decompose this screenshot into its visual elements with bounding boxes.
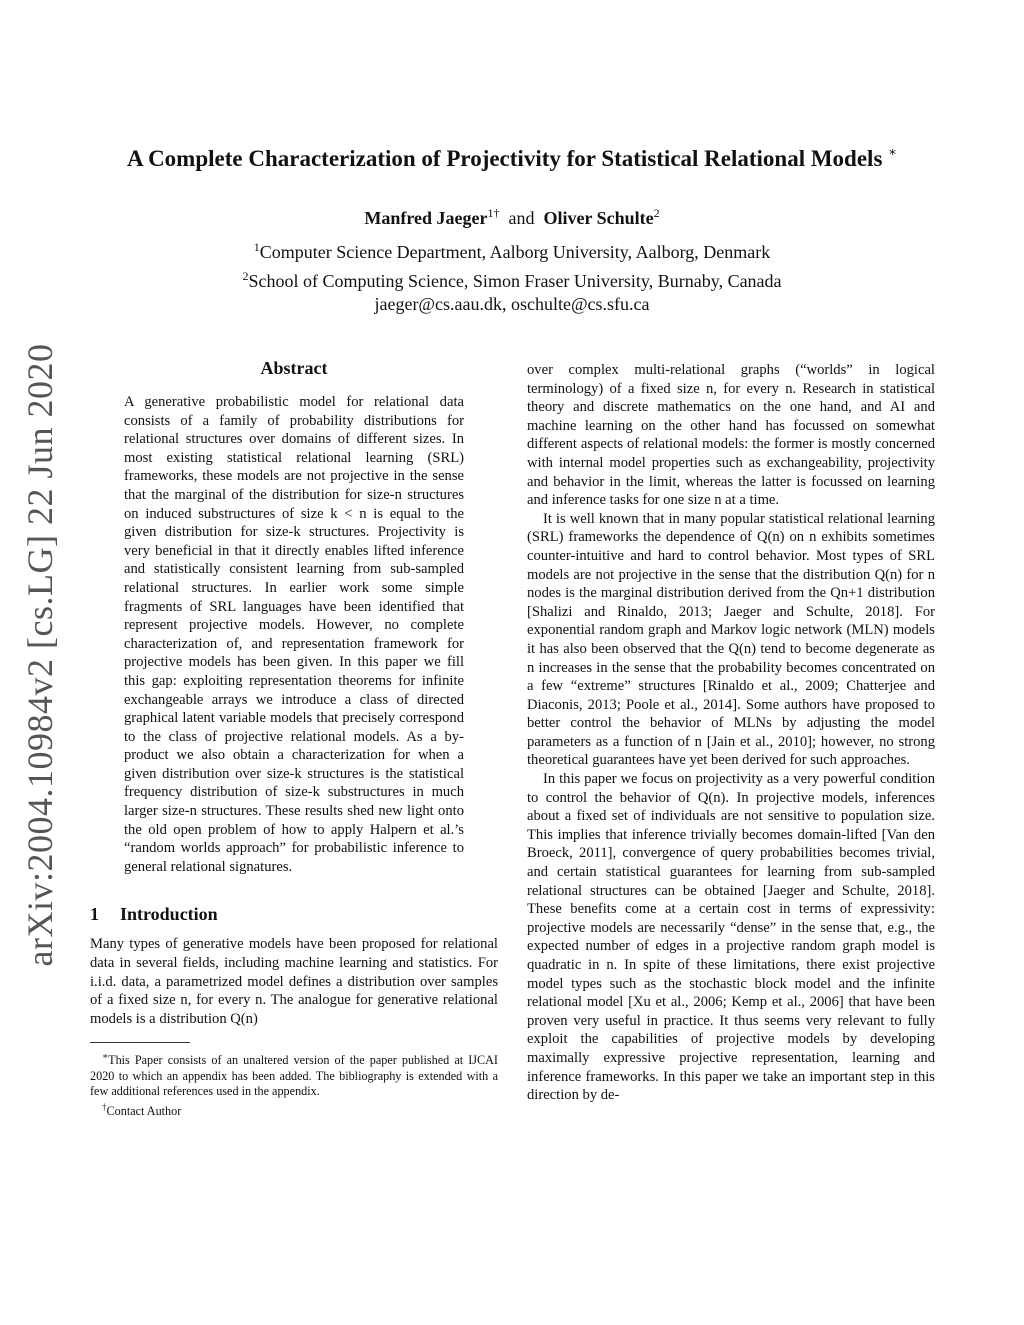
- author-line: [60, 206, 964, 229]
- title-footnote-mark: ∗: [888, 144, 897, 159]
- left-column: [90, 358, 498, 1119]
- footnote-1-text: This Paper consists of an unaltered version of the paper published at IJCAI 2020 to which an appendix has been added. The bibliography is extended with a few additional references used in the appendix.: [90, 1053, 498, 1099]
- affiliation-2: [60, 265, 964, 294]
- author-emails: jaeger@cs.aau.dk, oschulte@cs.sfu.ca: [374, 294, 650, 314]
- intro-paragraph-4: In this paper we focus on projectivity as a very powerful condition to control the behavior of Q(n). In projective models, inferences about a fixed set of individuals are not sensitive to population size. This implies that inference trivially becomes domain-lifted [Van den Broeck, 2011], convergence of query probabilities becomes trivial, and certain statistical guarantees for learning from sub-sampled relational structures can be obtained [Jaeger and Schulte, 2018]. These benefits come at a certain cost in terms of expressivity: projective models are necessarily “dense” in the sense that, e.g., the expected number of edges in a projective random graph model is quadratic in n. In spite of these limitations, there exist projective model types such as the stochastic block model and the infinite relational model [Xu et al., 2006; Kemp et al., 2006] that have been proven very useful in practice. It thus seems very relevant to fully exploit the capabilities of projective models by developing maximally expressive projective representation, learning and inference frameworks. In this paper we take an important step in this direction by de-: [527, 771, 935, 1104]
- footnote-2-text: Contact Author: [106, 1103, 182, 1118]
- author-1-name: Manfred Jaeger: [364, 208, 488, 228]
- author-conjunction: and: [508, 208, 535, 228]
- affiliation-1-mark: 1: [253, 240, 260, 254]
- author-2-name: Oliver Schulte: [543, 208, 654, 228]
- affiliation-1-text: Computer Science Department, Aalborg University, Aalborg, Denmark: [259, 242, 771, 262]
- section-number: 1: [90, 904, 99, 925]
- intro-paragraph-3: It is well known that in many popular statistical relational learning (SRL) frameworks the dependence of Q(n) on n exhibits sometimes counter-intuitive and hard to control behavior. Most types of SRL models are not projective in the sense that the distribution Q(n) for n nodes is the marginal distribution derived from the Qn+1 distribution [Shalizi and Rinaldo, 2013; Jaeger and Schulte, 2018]. For exponential random graph and Markov logic network (MLN) models it has also been observed that the Q(n) tend to become degenerate as n increases in the sense that the probability becomes concentrated on a few “extreme” structures [Rinaldo et al., 2009; Chatterjee and Diaconis, 2013; Poole et al., 2014]. Some authors have proposed to better control the behavior of MLNs by adjusting the model parameters as a function of n [Jain et al., 2010]; however, no strong theoretical guarantees have yet been derived for such approaches.: [527, 510, 935, 769]
- footnote-2-mark: †: [102, 1101, 107, 1112]
- arxiv-identifier: arXiv:2004.10984v2 [cs.LG] 22 Jun 2020: [20, 343, 60, 967]
- author-1-marks: 1†: [487, 206, 500, 220]
- affiliations: [60, 236, 964, 317]
- footnote-1-mark: ∗: [102, 1051, 109, 1062]
- section-title: Introduction: [120, 904, 218, 925]
- arxiv-sidebar: [18, 343, 62, 967]
- right-column: [527, 361, 935, 1105]
- footnote-2: [90, 1100, 498, 1119]
- author-2-marks: 2: [653, 206, 660, 220]
- abstract-text: A generative probabilistic model for relational data consists of a family of probability distributions for relational structures over domains of different sizes. In most existing statistical relational learning (SRL) frameworks, these models are not projective in the sense that the marginal of the distribution for size-n structures on induced substructures of size k < n is equal to the given distribution for size-k structures. Projectivity is very beneficial in that it directly enables lifted inference and statistically consistent learning from sub-sampled relational structures. In earlier work some simple fragments of SRL languages have been identified that represent projective models. However, no complete characterization of, and representation framework for projective models has been given. In this paper we fill this gap: exploiting representation theorems for infinite exchangeable arrays we introduce a class of directed graphical latent variable models that precisely correspond to the class of projective relational models. As a by-product we also obtain a characterization for when a given distribution over size-k structures is the statistical frequency distribution of size-k substructures in much larger size-n structures. These results shed new light onto the old open problem of how to apply Halpern et al.’s “random worlds approach” for probabilistic inference to general relational signatures.: [124, 394, 464, 875]
- section-heading-introduction: [90, 904, 498, 925]
- affiliation-2-mark: 2: [242, 268, 249, 283]
- footnote-divider: [90, 1042, 190, 1043]
- abstract-heading: Abstract: [260, 358, 328, 378]
- paper-title: A Complete Characterization of Projectivity for Statistical Relational Models: [126, 146, 883, 171]
- intro-paragraph-2: over complex multi-relational graphs (“worlds” in logical terminology) of a fixed size n, for every n. Research in statistical theory and discrete mathematics on the one hand, and AI and machine learning on the other hand has focussed on somewhat different aspects of relational models: the former is mostly concerned with internal model properties such as exchangeability, projectivity and behavior in the limit, whereas the latter is focussed on learning and inference tasks for one size n at a time.: [527, 362, 935, 509]
- affiliation-1: [60, 236, 964, 265]
- affiliation-2-text: School of Computing Science, Simon Fraser University, Burnaby, Canada: [248, 270, 782, 291]
- paper-title-block: [60, 146, 964, 172]
- footnote-1: [90, 1049, 498, 1099]
- intro-paragraph-1: Many types of generative models have been proposed for relational data in several fields, including machine learning and statistics. For i.i.d. data, a parametrized model defines a distribution over samples of a fixed size n, for every n. The analogue for generative relational models is a distribution Q(n): [90, 936, 498, 1027]
